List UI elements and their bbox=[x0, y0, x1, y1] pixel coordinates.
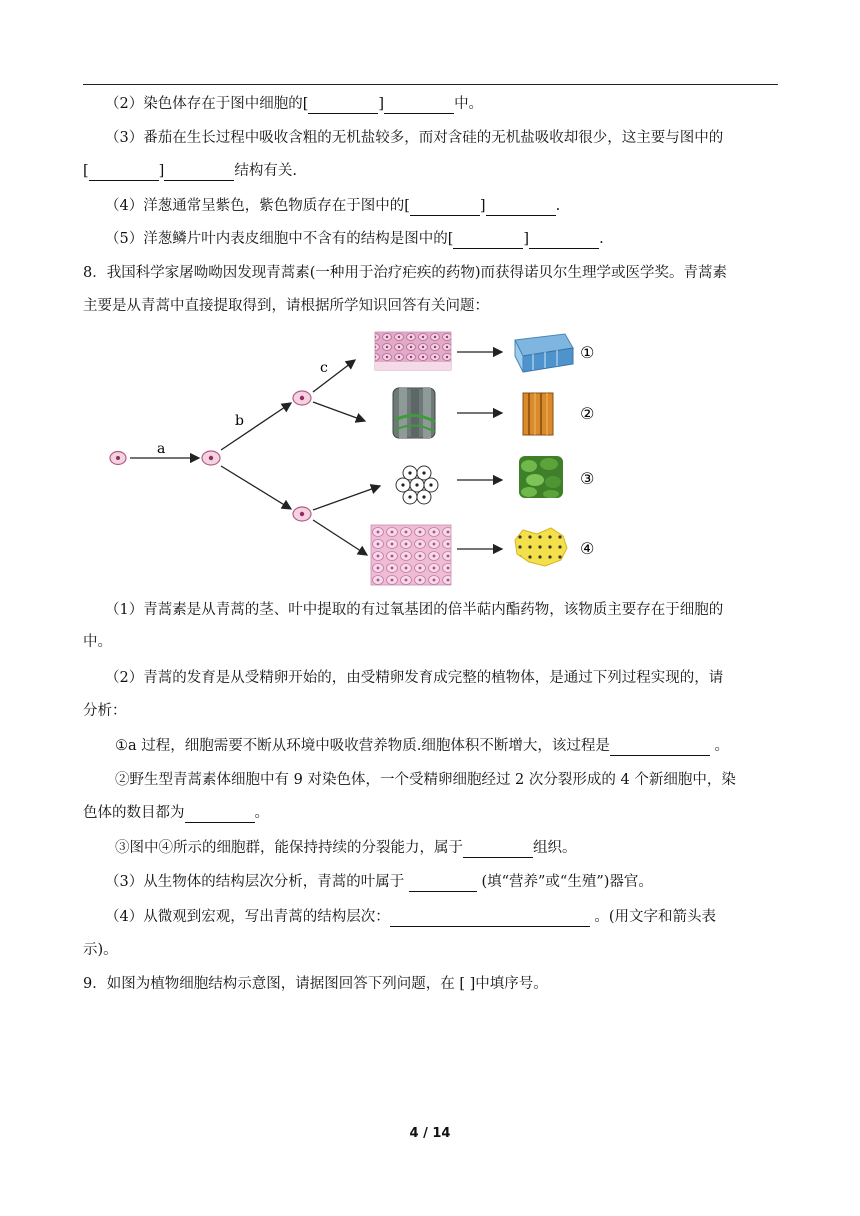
vascular-bundle-image bbox=[393, 388, 435, 438]
answer-blank[interactable] bbox=[384, 97, 454, 114]
answer-blank[interactable] bbox=[308, 97, 378, 114]
q7-part3-line2: [ ] 结构有关. bbox=[83, 163, 297, 179]
arrow-to-4 bbox=[313, 520, 367, 555]
answer-blank[interactable] bbox=[486, 199, 556, 216]
label-c: c bbox=[320, 360, 328, 376]
label-b: b bbox=[235, 413, 244, 429]
answer-blank[interactable] bbox=[390, 910, 590, 927]
arrow-lower bbox=[221, 466, 291, 509]
q9-stem: 9．如图为植物细胞结构示意图，请据图回答下列问题，在 [ ]中填序号。 bbox=[83, 976, 548, 992]
q7-part5: （5）洋葱鳞片叶内表皮细胞中不含有的结构是图中的[ ] . bbox=[105, 231, 604, 247]
q8-part2-iii: ③图中④所示的细胞群，能保持持续的分裂能力，属于 组织。 bbox=[115, 840, 577, 856]
q8-part4-line1: （4）从微观到宏观，写出青蒿的结构层次： 。(用文字和箭头表 bbox=[105, 909, 716, 925]
q8-part4-line2: 示)。 bbox=[83, 942, 118, 958]
label-num-3: ③ bbox=[580, 469, 595, 488]
answer-blank[interactable] bbox=[453, 232, 523, 249]
label-num-1: ① bbox=[580, 343, 595, 362]
q8-stem-line2: 主要是从青蒿中直接提取得到，请根据所学知识回答有关问题： bbox=[83, 298, 489, 314]
protective-tissue-icon bbox=[515, 334, 573, 372]
label-num-4: ④ bbox=[580, 539, 595, 558]
q8-stem-line1: 8．我国科学家屠呦呦因发现青蒿素(一种用于治疗疟疾的药物)而获得诺贝尔生理学或医学奖。青蒿素 bbox=[83, 265, 728, 281]
answer-blank[interactable] bbox=[164, 164, 234, 181]
q8-part2-ii-line1: ②野生型青蒿素体细胞中有 9 对染色体，一个受精卵细胞经过 2 次分裂形成的 4 个新细胞中，染 bbox=[115, 772, 736, 788]
dividing-cells-image bbox=[396, 466, 438, 504]
q8-part1-line1: （1）青蒿素是从青蒿的茎、叶中提取的有过氧基团的倍半萜内酯药物，该物质主要存在于细胞的 bbox=[105, 602, 724, 618]
answer-blank[interactable] bbox=[89, 164, 159, 181]
answer-blank[interactable] bbox=[610, 739, 710, 756]
q8-part2-line2: 分析： bbox=[83, 703, 127, 719]
conducting-tissue-icon bbox=[523, 393, 553, 435]
label-a: a bbox=[157, 441, 166, 457]
label-num-2: ② bbox=[580, 404, 595, 423]
answer-blank[interactable] bbox=[463, 841, 533, 858]
q8-part2-line1: （2）青蒿的发育是从受精卵开始的，由受精卵发育成完整的植物体，是通过下列过程实现的，请 bbox=[105, 670, 724, 686]
answer-blank[interactable] bbox=[185, 806, 255, 823]
q8-part3: （3）从生物体的结构层次分析，青蒿的叶属于 (填“营养”或“生殖”)器官。 bbox=[105, 874, 653, 890]
q8-part1-line2: 中。 bbox=[83, 634, 112, 650]
nutritive-tissue-icon bbox=[519, 456, 563, 498]
meristematic-tissue-icon bbox=[515, 528, 567, 566]
q8-part2-ii-line2: 色体的数目都为 。 bbox=[83, 805, 269, 821]
arrow-to-2 bbox=[313, 402, 365, 421]
answer-blank[interactable] bbox=[410, 199, 480, 216]
arrow-b bbox=[221, 403, 291, 450]
q7-part2: （2）染色体存在于图中细胞的[ ] 中。 bbox=[105, 96, 484, 112]
meristem-tissue-image bbox=[371, 525, 451, 585]
header-rule bbox=[83, 84, 778, 85]
arrow-to-3 bbox=[313, 486, 380, 510]
answer-blank[interactable] bbox=[409, 875, 477, 892]
answer-blank[interactable] bbox=[529, 232, 599, 249]
cell-differentiation-diagram bbox=[105, 322, 615, 590]
q7-part3-line1: （3）番茄在生长过程中吸收含粗的无机盐较多，而对含硅的无机盐吸收却很少，这主要与图中的 bbox=[105, 130, 724, 146]
q8-part2-i: ①a 过程，细胞需要不断从环境中吸收营养物质.细胞体积不断增大，该过程是 。 bbox=[115, 738, 729, 754]
page-number: 4 / 14 bbox=[409, 1126, 451, 1141]
q7-part4: （4）洋葱通常呈紫色，紫色物质存在于图中的[ ] . bbox=[105, 198, 561, 214]
